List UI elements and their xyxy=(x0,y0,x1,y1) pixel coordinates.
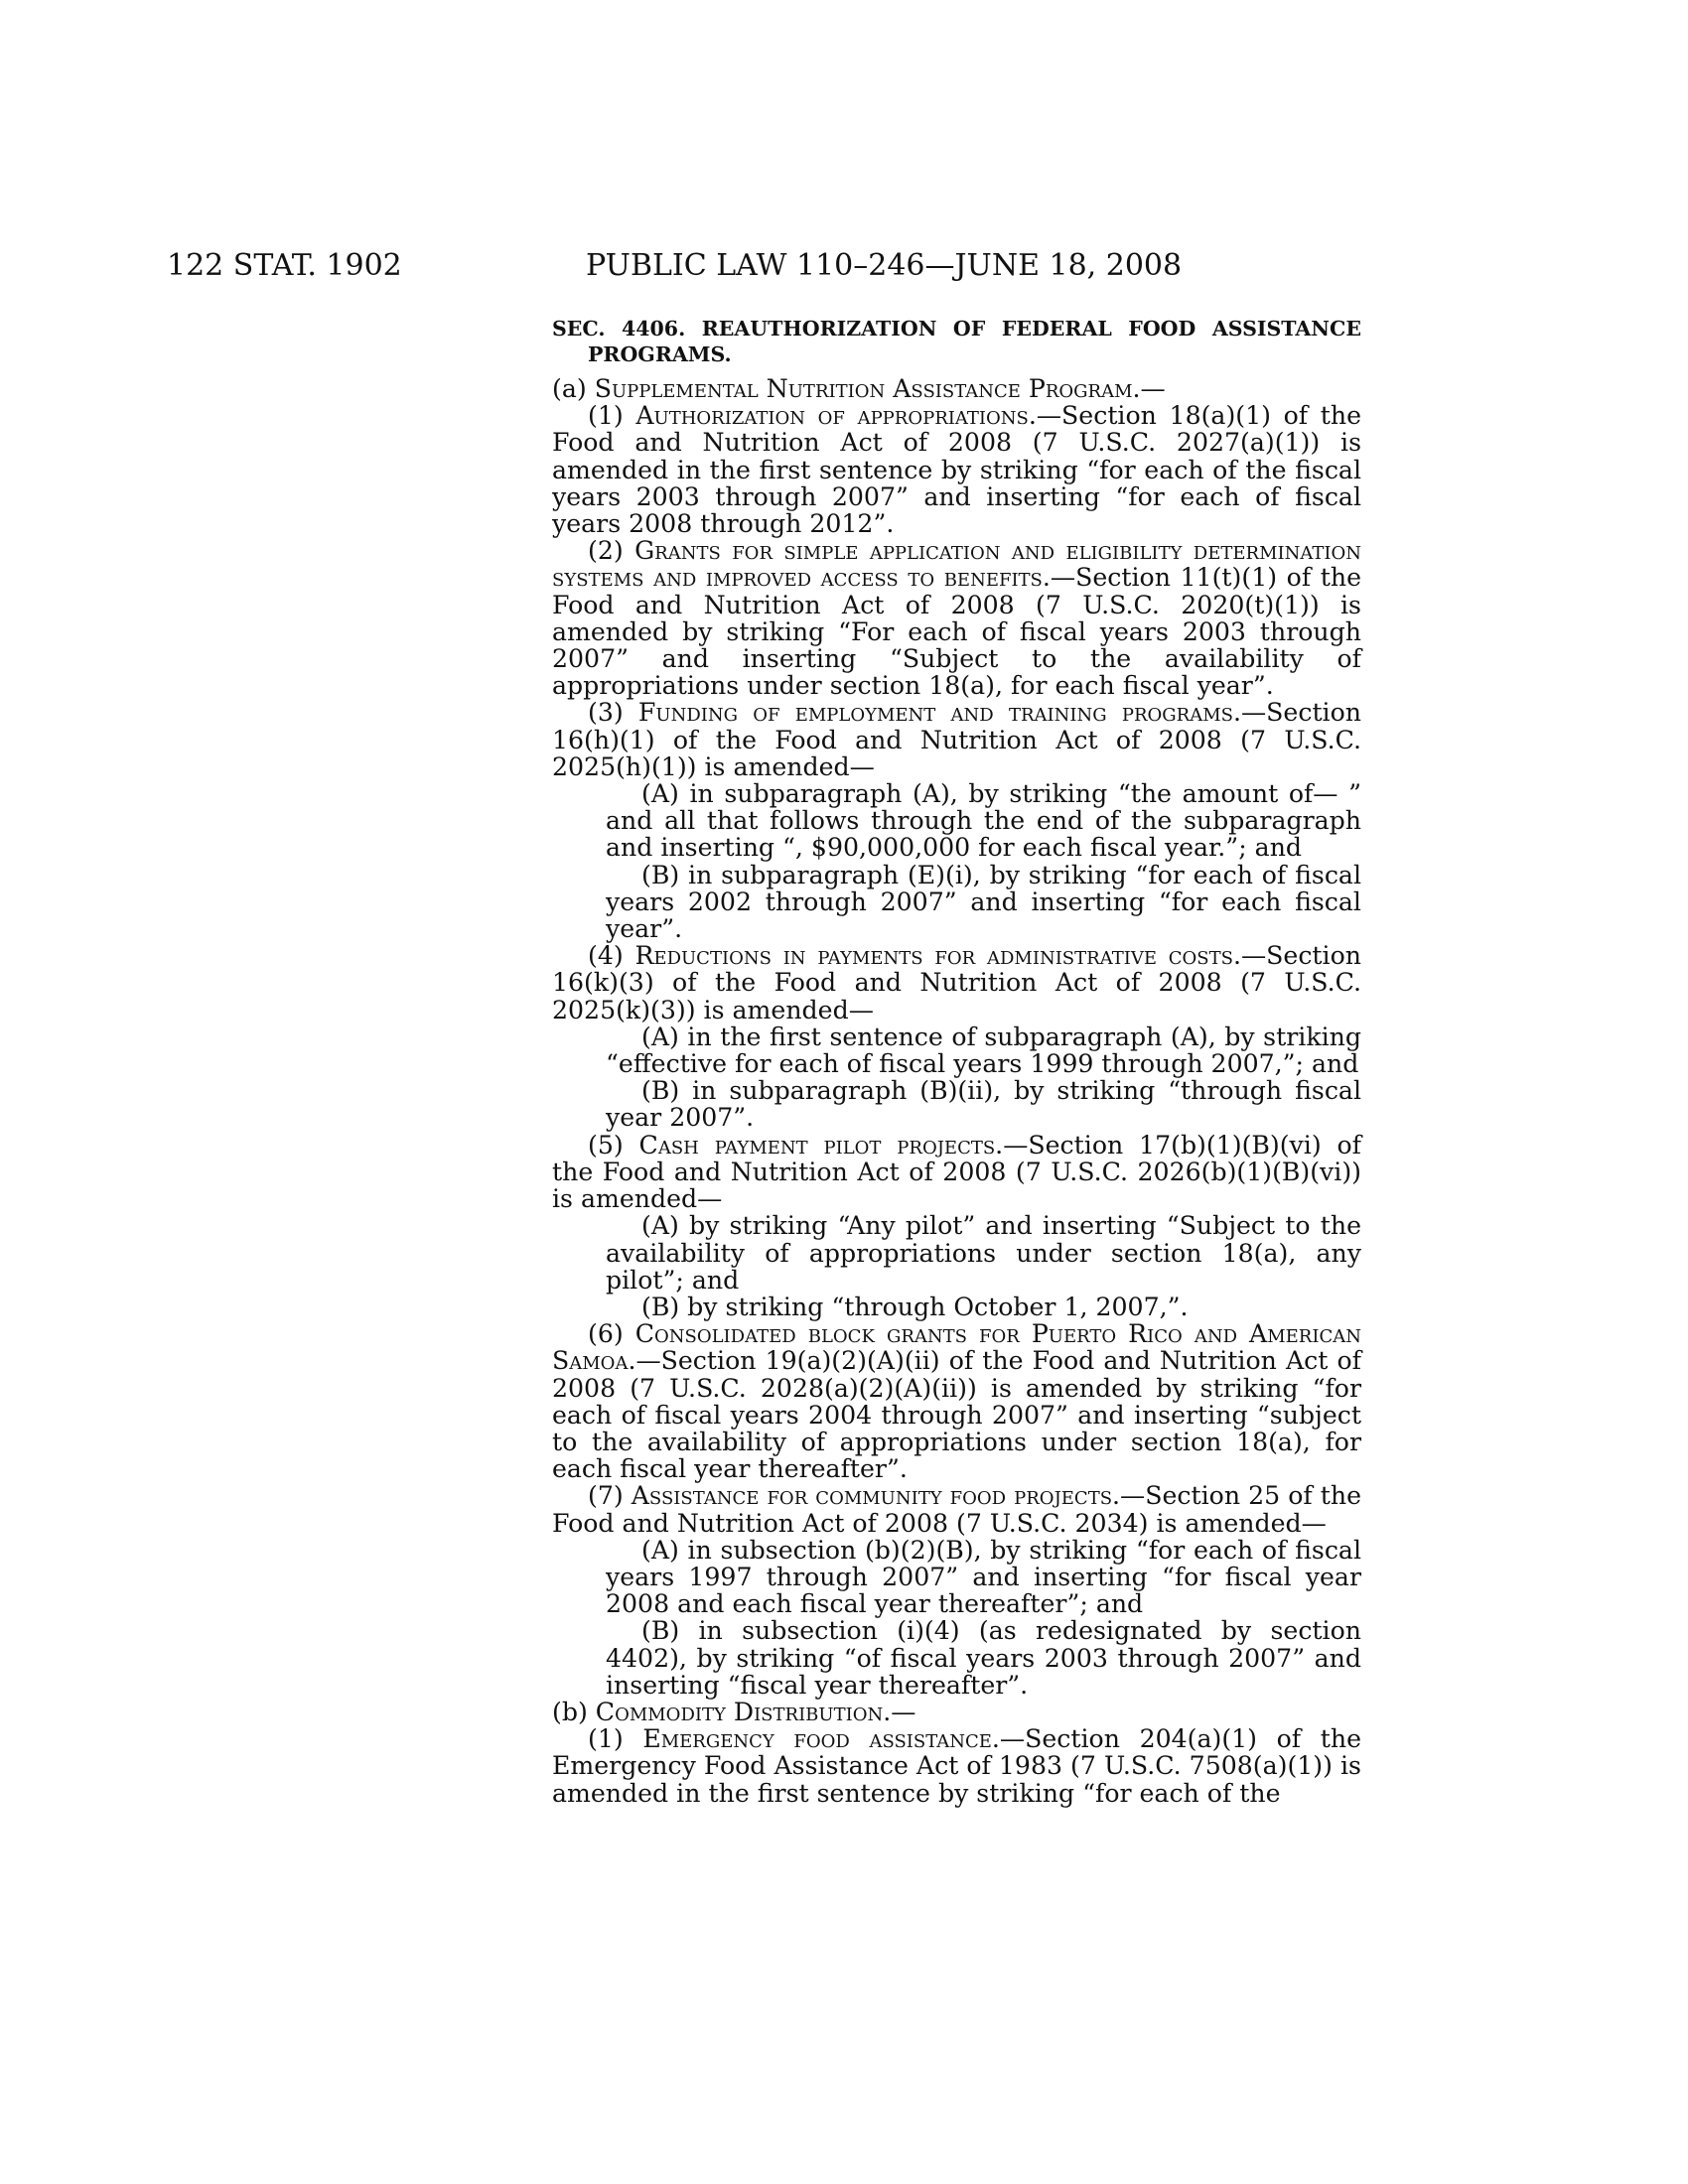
paragraph-heading: Assistance for community food projects. xyxy=(631,1481,1121,1511)
paragraph-b1 xyxy=(552,1725,1361,1807)
section-heading: SEC. 4406. REAUTHORIZATION OF FEDERAL FOOD ASSISTANCE PROGRAMS. xyxy=(552,317,1361,366)
statute-page-number: 122 STAT. 1902 xyxy=(167,248,402,283)
paragraph-text: —Section 16(h)(1) of the Food and Nutrition Act of 2008 (7 U.S.C. 2025(h)(1)) is amended— xyxy=(552,698,1362,781)
paragraph-number: (5) xyxy=(588,1130,639,1160)
paragraph-number: (1) xyxy=(588,401,636,431)
paragraph-a5 xyxy=(552,1132,1361,1213)
subsection-title: Supplemental Nutrition Assistance Program.— xyxy=(594,374,1166,403)
subparagraph-a7-A: (A) in subsection (b)(2)(B), by striking “for each of fiscal years 1997 through 2007” and inserting “for fiscal year 2008 and each fiscal year thereafter”; and xyxy=(606,1535,1361,1619)
paragraph-text: —Section 18(a)(1) of the Food and Nutrition Act of 2008 (7 U.S.C. 2027(a)(1)) is amended in the first sentence by striking “for each of the fiscal years 2003 through 2007” and inserting “for each of fiscal years 2008 through 2012”. xyxy=(552,401,1362,539)
subparagraph-a3-B: (B) in subparagraph (E)(i), by striking “for each of fiscal years 2002 through 2007” and inserting “for each fiscal year”. xyxy=(606,860,1361,944)
page-body xyxy=(552,316,1361,1807)
subparagraph-a5-B: (B) by striking “through October 1, 2007,”. xyxy=(641,1292,1189,1321)
subsection-label: (b) xyxy=(552,1697,596,1726)
subparagraph-a4-A: (A) in the first sentence of subparagraph (A), by striking “effective for each of fiscal years 1999 through 2007,”; and xyxy=(606,1022,1361,1079)
paragraph-heading: Reductions in payments for administrative costs. xyxy=(634,941,1241,971)
paragraph-text: —Section 16(k)(3) of the Food and Nutrition Act of 2008 (7 U.S.C. 2025(k)(3)) is amended— xyxy=(552,941,1361,1024)
paragraph-heading: Grants for simple application and eligibility determination systems and improved access to benefits. xyxy=(552,536,1362,593)
paragraph-heading: Cash payment pilot projects. xyxy=(638,1130,1004,1160)
public-law-title: PUBLIC LAW 110–246—JUNE 18, 2008 xyxy=(586,248,1183,283)
subparagraph-a3-A: (A) in subparagraph (A), by striking “the amount of— ” and all that follows through the end of the subparagraph and inserting “, $90,000,000 for each fiscal year.”; and xyxy=(606,779,1361,863)
paragraph-text: —Section 11(t)(1) of the Food and Nutrition Act of 2008 (7 U.S.C. 2020(t)(1)) is amended by striking “For each of fiscal years 2003 through 2007” and inserting “Subject to the availability of appropriations under section 18(a), for each fiscal year”. xyxy=(552,563,1361,701)
paragraph-number: (3) xyxy=(588,698,638,728)
paragraph-heading: Consolidated block grants for Puerto Rico and American Samoa. xyxy=(552,1319,1361,1376)
subsection-a-heading xyxy=(552,375,1361,402)
subparagraph-a7-B: (B) in subsection (i)(4) (as redesignated by section 4402), by striking “of fiscal years 2003 through 2007” and inserting “fiscal year thereafter”. xyxy=(606,1616,1361,1700)
page-header xyxy=(0,248,1688,288)
paragraph-text: —Section 19(a)(2)(A)(ii) of the Food and Nutrition Act of 2008 (7 U.S.C. 2028(a)(2)(A)(ii)) is amended by striking “for each of fiscal years 2004 through 2007” and inserting “subject to the availability of appropriations under section 18(a), for each fiscal year thereafter”. xyxy=(552,1346,1361,1484)
paragraph-a6 xyxy=(552,1320,1361,1482)
paragraph-a3 xyxy=(552,699,1361,780)
subsection-b-heading xyxy=(552,1699,1361,1725)
subparagraph-a4-B: (B) in subparagraph (B)(ii), by striking “through fiscal year 2007”. xyxy=(606,1076,1361,1133)
paragraph-heading: Authorization of appropriations. xyxy=(635,401,1037,431)
paragraph-heading: Funding of employment and training programs. xyxy=(637,698,1241,728)
subsection-title: Commodity Distribution.— xyxy=(595,1697,916,1726)
paragraph-heading: Emergency food assistance. xyxy=(642,1724,1000,1754)
subsection-label: (a) xyxy=(552,374,595,403)
paragraph-a2 xyxy=(552,537,1361,699)
paragraph-a1 xyxy=(552,402,1361,537)
paragraph-text: —Section 25 of the Food and Nutrition Act of 2008 (7 U.S.C. 2034) is amended— xyxy=(552,1481,1362,1538)
paragraph-number: (6) xyxy=(588,1319,635,1349)
paragraph-number: (2) xyxy=(588,536,635,566)
paragraph-number: (1) xyxy=(588,1724,643,1754)
subparagraph-a5-A: (A) by striking “Any pilot” and inserting “Subject to the availability of appropriations under section 18(a), any pilot”; and xyxy=(606,1211,1361,1295)
paragraph-number: (7) xyxy=(588,1481,632,1511)
paragraph-text: —Section 204(a)(1) of the Emergency Food Assistance Act of 1983 (7 U.S.C. 7508(a)(1)) is amended in the first sentence by striking “for each of the xyxy=(552,1724,1361,1808)
paragraph-a4 xyxy=(552,942,1361,1024)
paragraph-text: —Section 17(b)(1)(B)(vi) of the Food and Nutrition Act of 2008 (7 U.S.C. 2026(b)(1)(B)(vi)) is amended— xyxy=(552,1130,1362,1214)
paragraph-a7 xyxy=(552,1482,1361,1536)
paragraph-number: (4) xyxy=(588,941,635,971)
